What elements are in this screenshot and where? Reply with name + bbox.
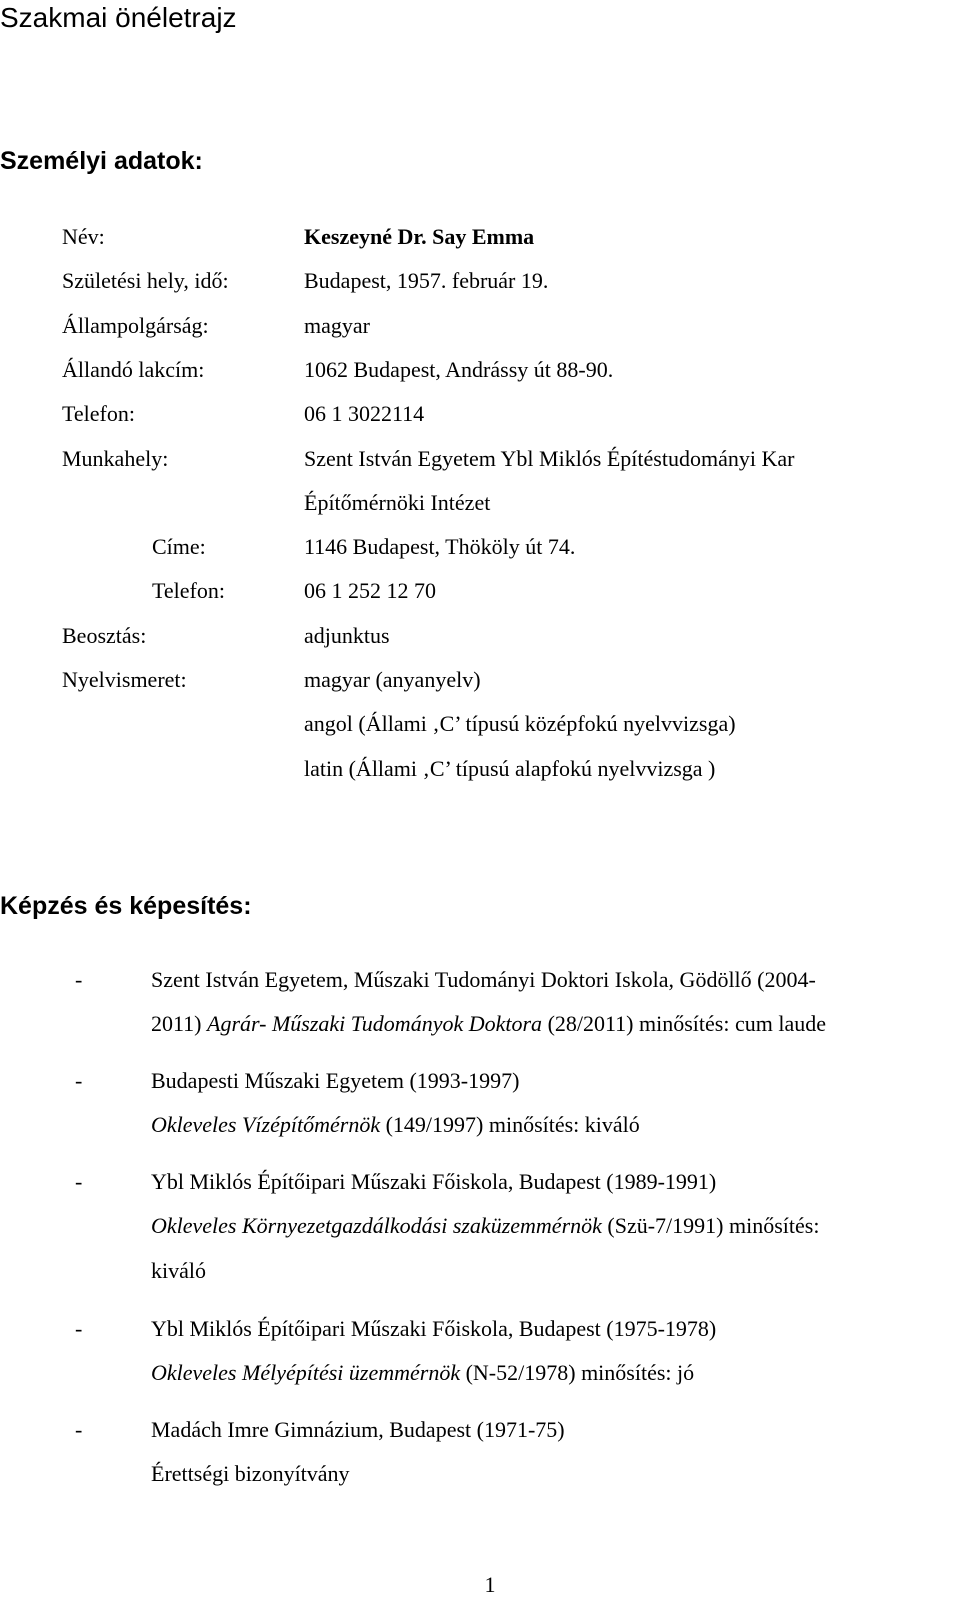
workplace-value-line2: Építőmérnöki Intézet (304, 490, 491, 515)
document-title: Szakmai önéletrajz (0, 2, 237, 33)
language-item: angol (Állami ‚C’ típusú középfokú nyelvvizsga) (304, 711, 736, 736)
education-heading: Képzés és képesítés: (0, 892, 252, 920)
education-entry-4-qualification: (N-52/1978) minősítés: jó (460, 1360, 695, 1385)
list-dash: - (75, 1169, 83, 1194)
birth-value: Budapest, 1957. február 19. (304, 268, 549, 293)
citizenship-value: magyar (304, 313, 370, 338)
workplace-value-line1: Szent István Egyetem Ybl Miklós Építéstudományi Kar (304, 446, 795, 471)
education-entry-2-degree: Okleveles Vízépítőmérnök (151, 1112, 381, 1137)
education-entry-4-line1: Ybl Miklós Építőipari Műszaki Főiskola, Budapest (1975-1978) (151, 1316, 717, 1341)
address-label: Állandó lakcím: (62, 357, 205, 382)
education-entry-3-qualification: (Szü-7/1991) minősítés: (601, 1213, 820, 1238)
education-entry-1-pre: 2011) (151, 1011, 208, 1036)
education-entry-4-line2 (151, 1359, 694, 1387)
workplace-label: Munkahely: (62, 446, 169, 471)
education-entry-3-degree: Okleveles Környezetgazdálkodási szaküzemmérnök (151, 1213, 602, 1238)
work-address-value: 1146 Budapest, Thököly út 74. (304, 534, 576, 559)
education-entry-1-degree: Agrár- Műszaki Tudományok Doktora (207, 1011, 543, 1036)
work-address-label: Címe: (152, 534, 206, 559)
position-label: Beosztás: (62, 623, 147, 648)
work-phone-value: 06 1 252 12 70 (304, 578, 436, 603)
education-entry-4-degree: Okleveles Mélyépítési üzemmérnök (151, 1360, 461, 1385)
language-item: magyar (anyanyelv) (304, 667, 481, 692)
languages-label: Nyelvismeret: (62, 667, 187, 692)
position-value: adjunktus (304, 623, 390, 648)
list-dash: - (75, 1068, 83, 1093)
education-entry-2-line2 (151, 1111, 640, 1139)
personal-data-heading: Személyi adatok: (0, 147, 203, 175)
birth-label: Születési hely, idő: (62, 268, 229, 293)
page-number: 1 (484, 1572, 496, 1597)
education-entry-5-line2: Érettségi bizonyítvány (151, 1461, 350, 1486)
education-entry-1-line2 (151, 1010, 826, 1038)
education-entry-2-line1: Budapesti Műszaki Egyetem (1993-1997) (151, 1068, 520, 1093)
name-label: Név: (62, 224, 105, 249)
phone-value: 06 1 3022114 (304, 401, 425, 426)
education-entry-1-line1: Szent István Egyetem, Műszaki Tudományi Doktori Iskola, Gödöllő (2004- (151, 967, 816, 992)
education-entry-3-line2 (151, 1212, 819, 1240)
citizenship-label: Állampolgárság: (62, 313, 209, 338)
name-value: Keszeyné Dr. Say Emma (304, 224, 535, 249)
education-entry-3-line1: Ybl Miklós Építőipari Műszaki Főiskola, Budapest (1989-1991) (151, 1169, 717, 1194)
education-entry-5-line1: Madách Imre Gimnázium, Budapest (1971-75) (151, 1417, 565, 1442)
education-entry-2-qualification: (149/1997) minősítés: kiváló (380, 1112, 640, 1137)
list-dash: - (75, 1316, 83, 1341)
language-item: latin (Állami ‚C’ típusú alapfokú nyelvvizsga ) (304, 756, 716, 781)
work-phone-label: Telefon: (152, 578, 225, 603)
education-entry-1-qualification: (28/2011) minősítés: cum laude (542, 1011, 826, 1036)
education-entry-3-line3: kiváló (151, 1258, 206, 1283)
list-dash: - (75, 967, 83, 992)
list-dash: - (75, 1417, 83, 1442)
phone-label: Telefon: (62, 401, 135, 426)
address-value: 1062 Budapest, Andrássy út 88-90. (304, 357, 614, 382)
